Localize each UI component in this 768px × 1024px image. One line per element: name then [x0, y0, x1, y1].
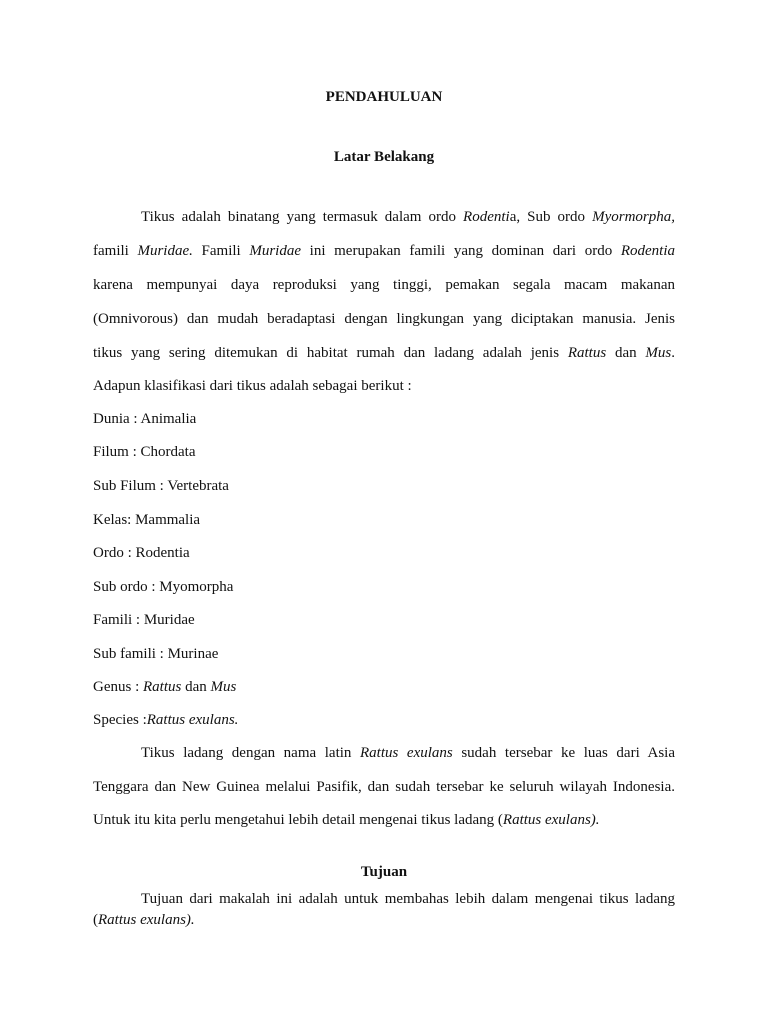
classification-ordo: Ordo : Rodentia	[93, 545, 190, 561]
paragraph1-line1: Tikus adalah binatang yang termasuk dalam ordo Rodentia, Sub ordo Myormorpha,	[141, 209, 676, 225]
paragraph1-line6: Adapun klasifikasi dari tikus adalah sebagai berikut :	[93, 378, 412, 394]
classification-famili: Famili : Muridae	[93, 612, 195, 628]
paragraph1-line4: (Omnivorous) dan mudah beradaptasi dengan lingkungan yang diciptakan manusia. Jenis	[93, 311, 675, 327]
classification-genus: Genus : Rattus dan Mus	[93, 679, 237, 695]
paragraph1-line3: karena mempunyai daya reproduksi yang tinggi, pemakan segala macam makanan	[93, 277, 675, 293]
classification-subfilum: Sub Filum : Vertebrata	[93, 478, 229, 494]
classification-filum: Filum : Chordata	[93, 444, 196, 460]
paragraph2-line1: Tikus ladang dengan nama latin Rattus exulans sudah tersebar ke luas dari Asia	[141, 745, 676, 761]
classification-subfamili: Sub famili : Murinae	[93, 646, 219, 662]
classification-species: Species :Rattus exulans.	[93, 712, 239, 728]
classification-kelas: Kelas: Mammalia	[93, 512, 201, 528]
paragraph1-line5: tikus yang sering ditemukan di habitat rumah dan ladang adalah jenis Rattus dan Mus.	[93, 345, 675, 361]
paragraph2-line2: Tenggara dan New Guinea melalui Pasifik, dan sudah tersebar ke seluruh wilayah Indonesia.	[93, 779, 675, 795]
page-title: PENDAHULUAN	[325, 89, 443, 105]
classification-subordo: Sub ordo : Myomorpha	[93, 579, 234, 595]
tujuan-line2: (Rattus exulans).	[93, 912, 195, 928]
tujuan-line1: Tujuan dari makalah ini adalah untuk membahas lebih dalam mengenai tikus ladang	[141, 891, 675, 907]
classification-dunia: Dunia : Animalia	[93, 411, 197, 427]
section-heading-latar-belakang: Latar Belakang	[333, 149, 435, 165]
paragraph2-line3: Untuk itu kita perlu mengetahui lebih detail mengenai tikus ladang (Rattus exulans).	[93, 812, 600, 828]
paragraph1-line2: famili Muridae. Famili Muridae ini merupakan famili yang dominan dari ordo Rodentia	[93, 243, 676, 259]
section-heading-tujuan: Tujuan	[360, 864, 408, 880]
